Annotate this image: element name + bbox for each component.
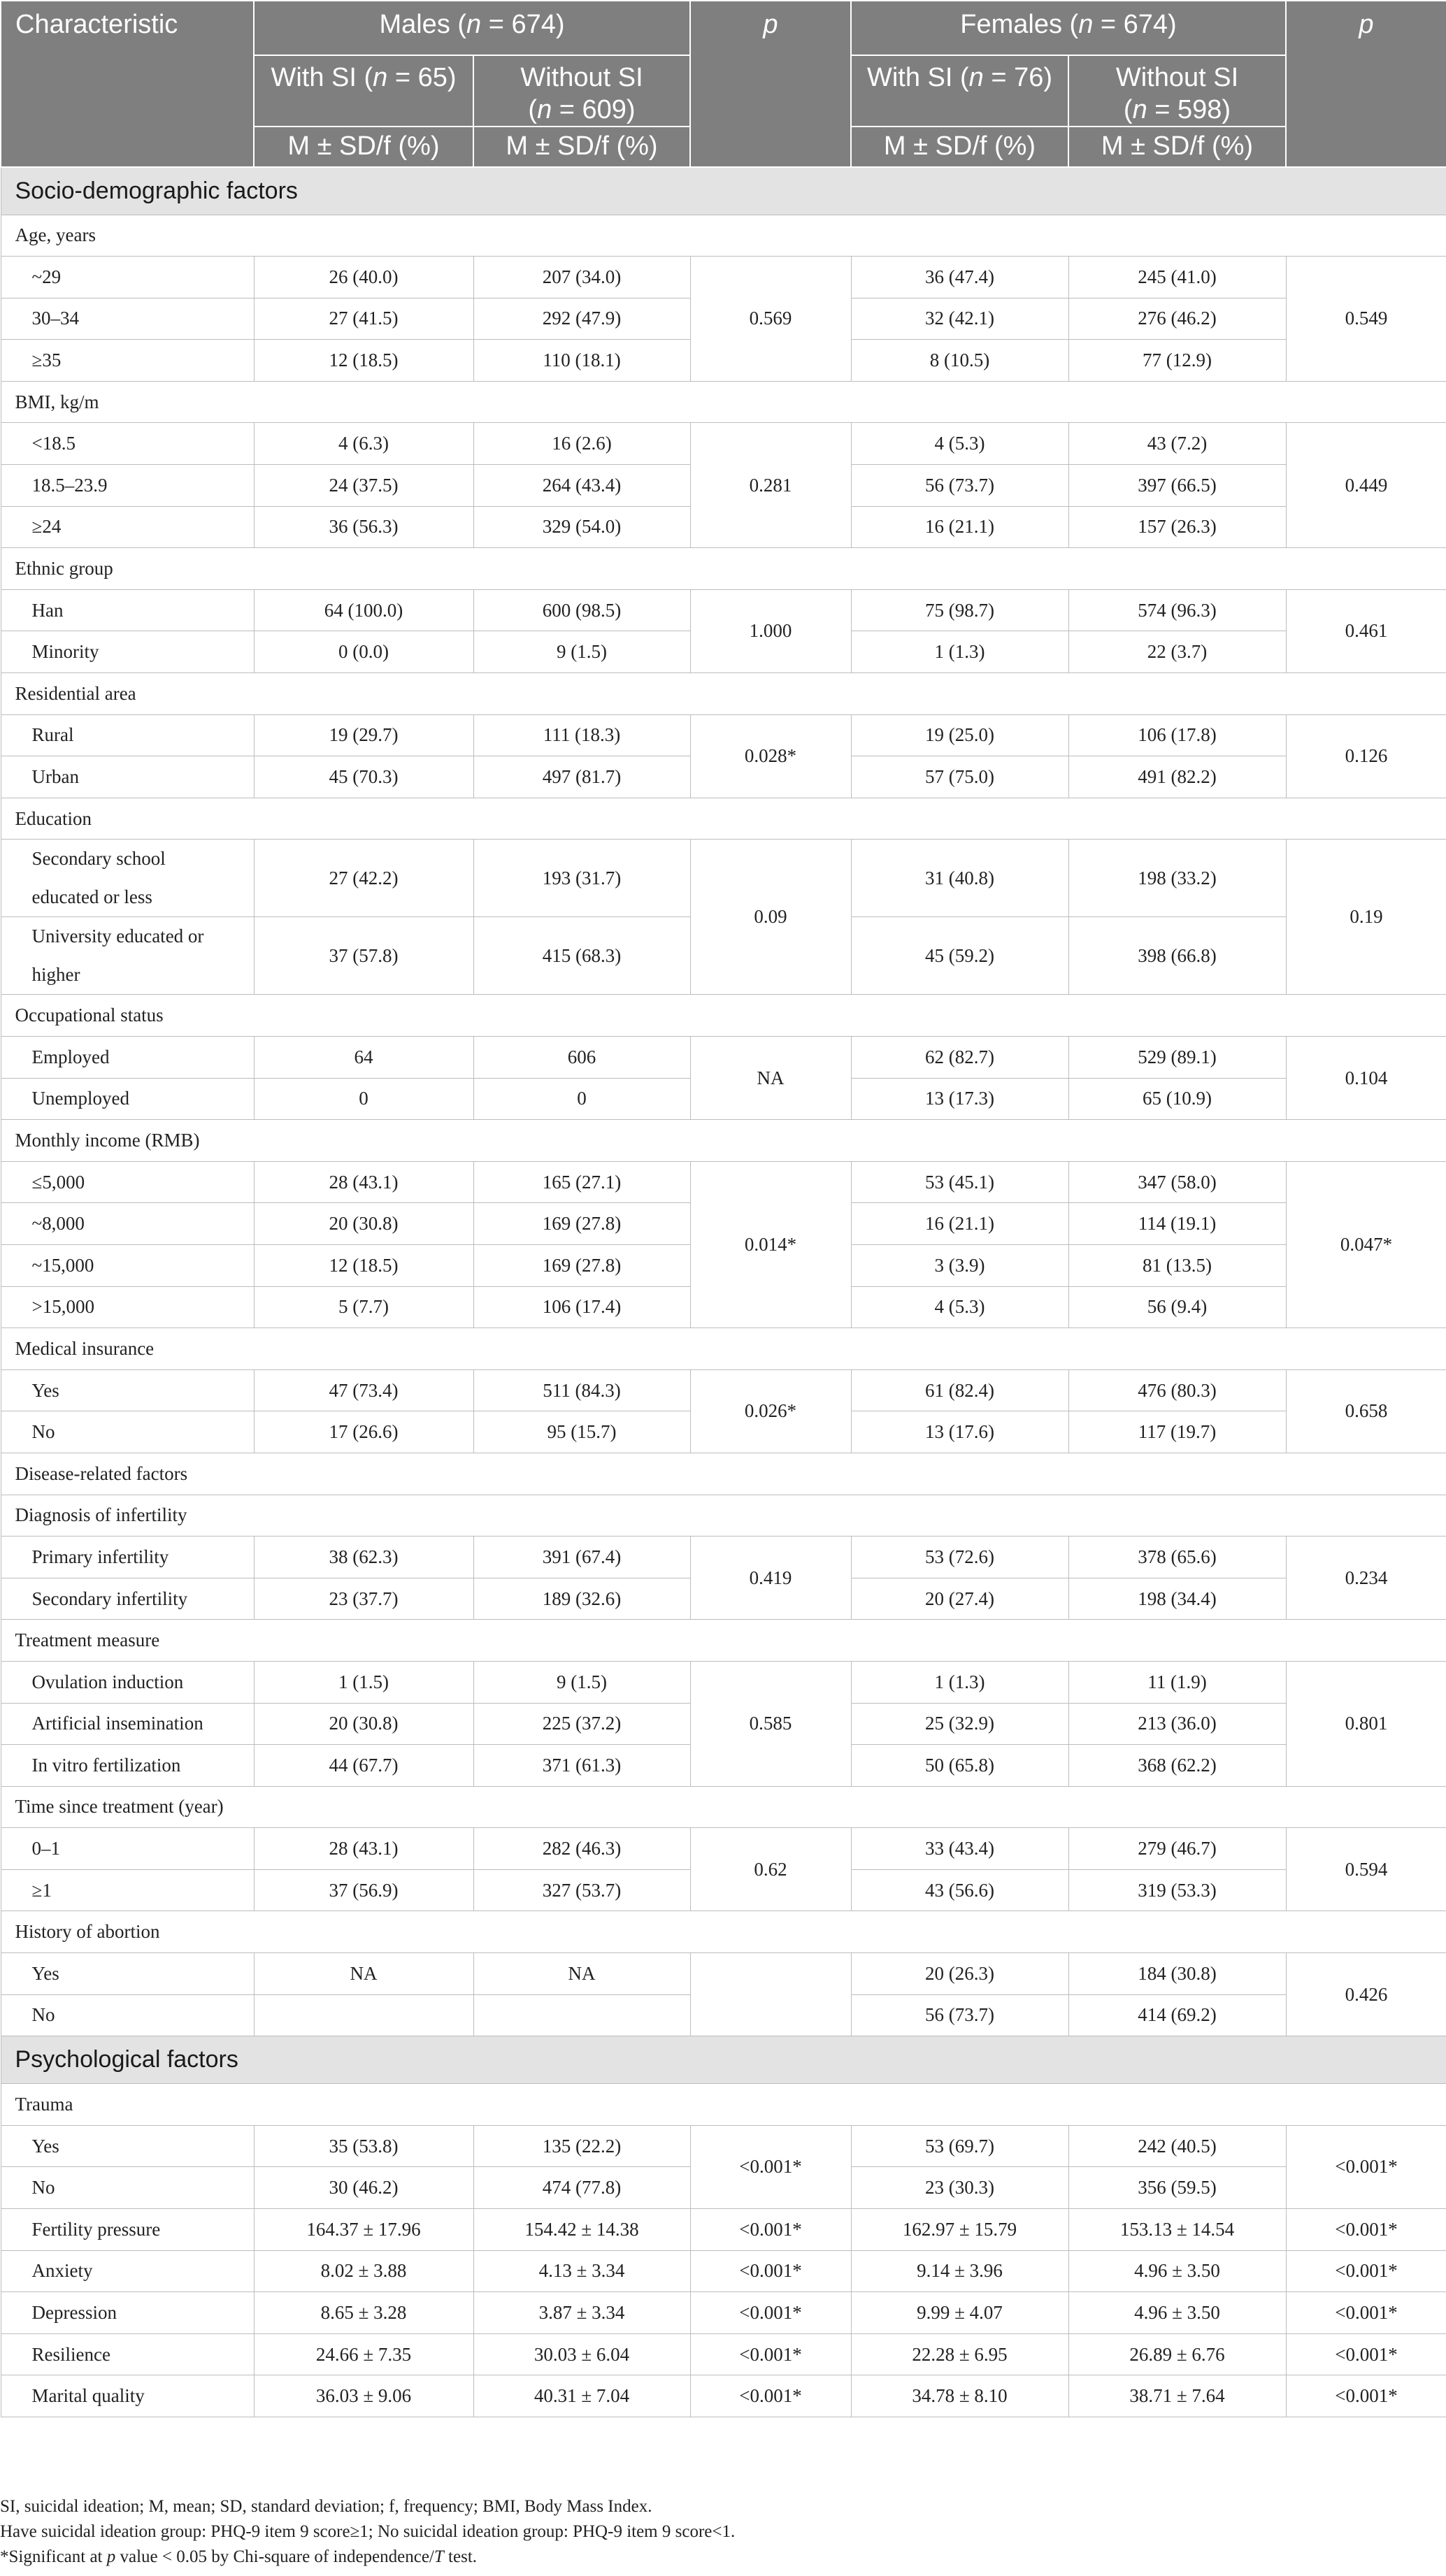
cell-males-p: <0.001* <box>690 2292 851 2334</box>
cell-females-with: 162.97 ± 15.79 <box>851 2209 1068 2251</box>
cell-females-p: 0.234 <box>1286 1537 1446 1620</box>
row-label: Minority <box>1 631 254 673</box>
cell-males-with: 35 (53.8) <box>254 2125 473 2167</box>
group-title: Ethnic group <box>1 548 1446 590</box>
cell-males-with: 64 <box>254 1037 473 1079</box>
cell-males-without: 474 (77.8) <box>473 2167 690 2209</box>
cell-females-without: 476 (80.3) <box>1068 1369 1286 1411</box>
cell-males-with: 30 (46.2) <box>254 2167 473 2209</box>
row-label: Yes <box>1 1369 254 1411</box>
cell-females-with: 33 (43.4) <box>851 1828 1068 1870</box>
cell-females-without: 242 (40.5) <box>1068 2125 1286 2167</box>
row-label: 18.5–23.9 <box>1 465 254 507</box>
cell-females-without: 319 (53.3) <box>1068 1869 1286 1911</box>
cell-females-without: 38.71 ± 7.64 <box>1068 2375 1286 2417</box>
cell-males-p: 0.09 <box>690 840 851 995</box>
cell-males-p: 0.62 <box>690 1828 851 1911</box>
cell-males-with: 20 (30.8) <box>254 1703 473 1745</box>
cell-females-without: 22 (3.7) <box>1068 631 1286 673</box>
cell-females-with: 31 (40.8) <box>851 840 1068 917</box>
cell-males-without: 193 (31.7) <box>473 840 690 917</box>
cell-females-without: 11 (1.9) <box>1068 1661 1286 1703</box>
cell-males-with: 19 (29.7) <box>254 714 473 756</box>
cell-males-without: 282 (46.3) <box>473 1828 690 1870</box>
row-label: Primary infertility <box>1 1537 254 1578</box>
cell-females-without: 378 (65.6) <box>1068 1537 1286 1578</box>
cell-males-without: 154.42 ± 14.38 <box>473 2209 690 2251</box>
table-row <box>1 2333 1446 2375</box>
table-row <box>1 257 1446 298</box>
cell-males-with <box>254 1994 473 2036</box>
group-row <box>1 1911 1446 1953</box>
cell-females-without: 114 (19.1) <box>1068 1203 1286 1245</box>
group-row <box>1 548 1446 590</box>
cell-males-without: 106 (17.4) <box>473 1286 690 1328</box>
row-label: ≤5,000 <box>1 1161 254 1203</box>
cell-males-without: 9 (1.5) <box>473 1661 690 1703</box>
group-row <box>1 1620 1446 1662</box>
section-title: Psychological factors <box>1 2036 1446 2084</box>
cell-males-with: 47 (73.4) <box>254 1369 473 1411</box>
cell-males-with: 12 (18.5) <box>254 340 473 382</box>
section-row <box>1 167 1446 215</box>
cell-females-with: 13 (17.3) <box>851 1078 1068 1120</box>
cell-males-with: 20 (30.8) <box>254 1203 473 1245</box>
row-label: Fertility pressure <box>1 2209 254 2251</box>
cell-females-without: 198 (34.4) <box>1068 1578 1286 1620</box>
table-footnotes <box>0 2494 1446 2570</box>
row-label: No <box>1 1411 254 1453</box>
row-label: Rural <box>1 714 254 756</box>
table-row <box>1 1037 1446 1079</box>
row-label: 30–34 <box>1 298 254 340</box>
section-title-plain: Disease-related factors <box>1 1453 1446 1495</box>
cell-females-p: 0.426 <box>1286 1953 1446 2036</box>
group-row <box>1 1495 1446 1537</box>
stat-header: M ± SD/f (%) <box>254 127 473 167</box>
row-label: Yes <box>1 2125 254 2167</box>
stat-header: M ± SD/f (%) <box>851 127 1068 167</box>
group-title: Trauma <box>1 2084 1446 2126</box>
females-without-si-header: Without SI (n = 598) <box>1068 55 1286 127</box>
cell-males-p <box>690 1953 851 2036</box>
cell-females-with: 9.99 ± 4.07 <box>851 2292 1068 2334</box>
cell-males-p: 1.000 <box>690 589 851 672</box>
group-row <box>1 2084 1446 2126</box>
group-title: Time since treatment (year) <box>1 1786 1446 1828</box>
group-title: Diagnosis of infertility <box>1 1495 1446 1537</box>
cell-males-with: 164.37 ± 17.96 <box>254 2209 473 2251</box>
males-without-si-header: Without SI (n = 609) <box>473 55 690 127</box>
cell-males-with: 24 (37.5) <box>254 465 473 507</box>
group-title: Residential area <box>1 673 1446 715</box>
table-row <box>1 840 1446 917</box>
cell-males-without: NA <box>473 1953 690 1995</box>
cell-males-with: 27 (41.5) <box>254 298 473 340</box>
males-with-si-header: With SI (n = 65) <box>254 55 473 127</box>
table-row <box>1 423 1446 465</box>
cell-females-p: 0.19 <box>1286 840 1446 995</box>
cell-males-with: 26 (40.0) <box>254 257 473 298</box>
cell-females-without: 4.96 ± 3.50 <box>1068 2292 1286 2334</box>
table-row <box>1 2250 1446 2292</box>
row-label: ≥35 <box>1 340 254 382</box>
cell-males-without: 135 (22.2) <box>473 2125 690 2167</box>
table-row <box>1 1161 1446 1203</box>
cell-females-without: 397 (66.5) <box>1068 465 1286 507</box>
cell-males-without: 4.13 ± 3.34 <box>473 2250 690 2292</box>
cell-males-without: 327 (53.7) <box>473 1869 690 1911</box>
row-label: ~15,000 <box>1 1244 254 1286</box>
cell-females-without: 347 (58.0) <box>1068 1161 1286 1203</box>
cell-females-with: 20 (26.3) <box>851 1953 1068 1995</box>
cell-males-without: 111 (18.3) <box>473 714 690 756</box>
stat-header: M ± SD/f (%) <box>1068 127 1286 167</box>
cell-females-with: 61 (82.4) <box>851 1369 1068 1411</box>
cell-females-with: 75 (98.7) <box>851 589 1068 631</box>
cell-males-without: 511 (84.3) <box>473 1369 690 1411</box>
cell-females-without: 491 (82.2) <box>1068 756 1286 798</box>
cell-males-without: 165 (27.1) <box>473 1161 690 1203</box>
cell-females-with: 36 (47.4) <box>851 257 1068 298</box>
row-label: Resilience <box>1 2333 254 2375</box>
cell-males-p: 0.028* <box>690 714 851 798</box>
group-title: BMI, kg/m <box>1 381 1446 423</box>
cell-females-with: 20 (27.4) <box>851 1578 1068 1620</box>
row-label: Depression <box>1 2292 254 2334</box>
cell-males-without: 371 (61.3) <box>473 1745 690 1787</box>
table-row <box>1 2125 1446 2167</box>
table-row <box>1 1369 1446 1411</box>
footnote-abbreviations: SI, suicidal ideation; M, mean; SD, standard deviation; f, frequency; BMI, Body Mass Index. <box>0 2497 652 2516</box>
cell-females-without: 56 (9.4) <box>1068 1286 1286 1328</box>
cell-males-with: 36.03 ± 9.06 <box>254 2375 473 2417</box>
cell-females-with: 34.78 ± 8.10 <box>851 2375 1068 2417</box>
group-title: Monthly income (RMB) <box>1 1120 1446 1162</box>
cell-females-with: 53 (45.1) <box>851 1161 1068 1203</box>
cell-males-without: 292 (47.9) <box>473 298 690 340</box>
cell-females-without: 77 (12.9) <box>1068 340 1286 382</box>
cell-females-without: 356 (59.5) <box>1068 2167 1286 2209</box>
table-row <box>1 714 1446 756</box>
stat-header: M ± SD/f (%) <box>473 127 690 167</box>
cell-males-with: 12 (18.5) <box>254 1244 473 1286</box>
cell-males-with: 37 (57.8) <box>254 917 473 995</box>
cell-males-without: 207 (34.0) <box>473 257 690 298</box>
cell-females-with: 56 (73.7) <box>851 465 1068 507</box>
cell-females-with: 43 (56.6) <box>851 1869 1068 1911</box>
cell-females-with: 1 (1.3) <box>851 631 1068 673</box>
cell-males-with: 44 (67.7) <box>254 1745 473 1787</box>
cell-males-p: 0.585 <box>690 1661 851 1786</box>
cell-females-with: 53 (72.6) <box>851 1537 1068 1578</box>
group-title: Treatment measure <box>1 1620 1446 1662</box>
table-row <box>1 1661 1446 1703</box>
row-label: ~29 <box>1 257 254 298</box>
cell-males-with: 0 <box>254 1078 473 1120</box>
cell-males-p: <0.001* <box>690 2333 851 2375</box>
table-body <box>1 167 1446 2417</box>
cell-females-without: 106 (17.8) <box>1068 714 1286 756</box>
cell-males-with: 17 (26.6) <box>254 1411 473 1453</box>
cell-males-without: 16 (2.6) <box>473 423 690 465</box>
cell-females-with: 53 (69.7) <box>851 2125 1068 2167</box>
cell-females-p: 0.047* <box>1286 1161 1446 1327</box>
cell-females-p: 0.461 <box>1286 589 1446 672</box>
cell-females-without: 414 (69.2) <box>1068 1994 1286 2036</box>
cell-males-p: <0.001* <box>690 2125 851 2208</box>
row-label: 0–1 <box>1 1828 254 1870</box>
row-label: <18.5 <box>1 423 254 465</box>
row-label: >15,000 <box>1 1286 254 1328</box>
cell-females-without: 368 (62.2) <box>1068 1745 1286 1787</box>
cell-females-without: 65 (10.9) <box>1068 1078 1286 1120</box>
cell-males-with: NA <box>254 1953 473 1995</box>
cell-females-with: 25 (32.9) <box>851 1703 1068 1745</box>
cell-males-with: 24.66 ± 7.35 <box>254 2333 473 2375</box>
row-label: Employed <box>1 1037 254 1079</box>
cell-females-with: 32 (42.1) <box>851 298 1068 340</box>
cell-females-p: 0.126 <box>1286 714 1446 798</box>
section-row <box>1 2036 1446 2084</box>
group-row <box>1 995 1446 1037</box>
cell-males-p: 0.281 <box>690 423 851 548</box>
cell-males-without: 0 <box>473 1078 690 1120</box>
cell-males-without: 95 (15.7) <box>473 1411 690 1453</box>
cell-females-with: 23 (30.3) <box>851 2167 1068 2209</box>
table-row <box>1 1828 1446 1870</box>
cell-males-without: 40.31 ± 7.04 <box>473 2375 690 2417</box>
group-row <box>1 1786 1446 1828</box>
row-label: ≥24 <box>1 506 254 548</box>
cell-females-without: 529 (89.1) <box>1068 1037 1286 1079</box>
group-row <box>1 1328 1446 1370</box>
row-label: ≥1 <box>1 1869 254 1911</box>
row-label: Secondary school educated or less <box>1 840 254 917</box>
cell-females-p: 0.594 <box>1286 1828 1446 1911</box>
cell-females-without: 153.13 ± 14.54 <box>1068 2209 1286 2251</box>
row-label: No <box>1 2167 254 2209</box>
cell-females-p: <0.001* <box>1286 2375 1446 2417</box>
group-title: Age, years <box>1 215 1446 257</box>
cell-females-with: 4 (5.3) <box>851 423 1068 465</box>
cell-females-without: 81 (13.5) <box>1068 1244 1286 1286</box>
cell-males-with: 23 (37.7) <box>254 1578 473 1620</box>
table-header <box>1 1 1446 167</box>
table-row <box>1 2209 1446 2251</box>
cell-females-with: 8 (10.5) <box>851 340 1068 382</box>
cell-females-without: 276 (46.2) <box>1068 298 1286 340</box>
group-row <box>1 215 1446 257</box>
cell-females-p: 0.449 <box>1286 423 1446 548</box>
cell-females-with: 19 (25.0) <box>851 714 1068 756</box>
table-row <box>1 2375 1446 2417</box>
group-row <box>1 1120 1446 1162</box>
cell-females-p: <0.001* <box>1286 2125 1446 2208</box>
row-label: In vitro fertilization <box>1 1745 254 1787</box>
cell-females-without: 26.89 ± 6.76 <box>1068 2333 1286 2375</box>
group-title: Education <box>1 798 1446 840</box>
cell-males-with: 5 (7.7) <box>254 1286 473 1328</box>
row-label: University educated or higher <box>1 917 254 995</box>
cell-males-without: 30.03 ± 6.04 <box>473 2333 690 2375</box>
cell-males-without: 391 (67.4) <box>473 1537 690 1578</box>
cell-females-p: <0.001* <box>1286 2292 1446 2334</box>
cell-males-with: 4 (6.3) <box>254 423 473 465</box>
cell-males-p: <0.001* <box>690 2375 851 2417</box>
table-row <box>1 2292 1446 2334</box>
row-label: No <box>1 1994 254 2036</box>
cell-females-with: 45 (59.2) <box>851 917 1068 995</box>
cell-males-without: 264 (43.4) <box>473 465 690 507</box>
cell-males-without: 329 (54.0) <box>473 506 690 548</box>
cell-males-with: 64 (100.0) <box>254 589 473 631</box>
cell-females-without: 398 (66.8) <box>1068 917 1286 995</box>
group-row <box>1 1453 1446 1495</box>
table-row <box>1 1537 1446 1578</box>
cell-males-with: 8.65 ± 3.28 <box>254 2292 473 2334</box>
cell-females-without: 4.96 ± 3.50 <box>1068 2250 1286 2292</box>
group-row <box>1 673 1446 715</box>
cell-males-with: 37 (56.9) <box>254 1869 473 1911</box>
cell-females-with: 57 (75.0) <box>851 756 1068 798</box>
males-p-header: p <box>690 1 851 167</box>
row-label: Ovulation induction <box>1 1661 254 1703</box>
females-with-si-header: With SI (n = 76) <box>851 55 1068 127</box>
cell-males-with: 0 (0.0) <box>254 631 473 673</box>
cell-females-with: 1 (1.3) <box>851 1661 1068 1703</box>
row-label: Marital quality <box>1 2375 254 2417</box>
cell-males-without: 110 (18.1) <box>473 340 690 382</box>
cell-males-with: 1 (1.5) <box>254 1661 473 1703</box>
cell-males-with: 38 (62.3) <box>254 1537 473 1578</box>
cell-females-without: 574 (96.3) <box>1068 589 1286 631</box>
cell-females-p: <0.001* <box>1286 2250 1446 2292</box>
cell-females-without: 279 (46.7) <box>1068 1828 1286 1870</box>
footnote-groups: Have suicidal ideation group: PHQ-9 item 9 score≥1; No suicidal ideation group: PHQ-9 item 9 score<1. <box>0 2522 736 2541</box>
group-title: Occupational status <box>1 995 1446 1037</box>
cell-females-with: 16 (21.1) <box>851 506 1068 548</box>
cell-females-with: 56 (73.7) <box>851 1994 1068 2036</box>
cell-females-p: <0.001* <box>1286 2333 1446 2375</box>
cell-females-without: 117 (19.7) <box>1068 1411 1286 1453</box>
cell-females-without: 198 (33.2) <box>1068 840 1286 917</box>
group-row <box>1 798 1446 840</box>
cell-males-p: <0.001* <box>690 2209 851 2251</box>
cell-males-p: 0.569 <box>690 257 851 382</box>
cell-males-without <box>473 1994 690 2036</box>
cell-males-without: 189 (32.6) <box>473 1578 690 1620</box>
cell-males-with: 45 (70.3) <box>254 756 473 798</box>
section-title: Socio-demographic factors <box>1 167 1446 215</box>
cell-males-with: 36 (56.3) <box>254 506 473 548</box>
cell-females-with: 9.14 ± 3.96 <box>851 2250 1068 2292</box>
cell-females-without: 213 (36.0) <box>1068 1703 1286 1745</box>
cell-females-with: 3 (3.9) <box>851 1244 1068 1286</box>
table-row <box>1 1953 1446 1995</box>
row-label: Han <box>1 589 254 631</box>
cell-females-with: 22.28 ± 6.95 <box>851 2333 1068 2375</box>
group-title: History of abortion <box>1 1911 1446 1953</box>
cell-males-with: 28 (43.1) <box>254 1161 473 1203</box>
cell-females-with: 13 (17.6) <box>851 1411 1068 1453</box>
cell-males-with: 27 (42.2) <box>254 840 473 917</box>
females-p-header: p <box>1286 1 1446 167</box>
cell-females-p: 0.801 <box>1286 1661 1446 1786</box>
cell-females-p: 0.549 <box>1286 257 1446 382</box>
cell-females-with: 16 (21.1) <box>851 1203 1068 1245</box>
row-label: ~8,000 <box>1 1203 254 1245</box>
group-row <box>1 381 1446 423</box>
cell-females-with: 4 (5.3) <box>851 1286 1068 1328</box>
cell-males-with: 8.02 ± 3.88 <box>254 2250 473 2292</box>
cell-males-without: 415 (68.3) <box>473 917 690 995</box>
row-label: Urban <box>1 756 254 798</box>
row-label: Anxiety <box>1 2250 254 2292</box>
cell-females-without: 184 (30.8) <box>1068 1953 1286 1995</box>
cell-females-with: 50 (65.8) <box>851 1745 1068 1787</box>
cell-males-with: 28 (43.1) <box>254 1828 473 1870</box>
cell-males-without: 3.87 ± 3.34 <box>473 2292 690 2334</box>
group-title: Medical insurance <box>1 1328 1446 1370</box>
row-label: Secondary infertility <box>1 1578 254 1620</box>
cell-males-p: <0.001* <box>690 2250 851 2292</box>
cell-females-without: 157 (26.3) <box>1068 506 1286 548</box>
cell-males-without: 497 (81.7) <box>473 756 690 798</box>
females-header: Females (n = 674) <box>851 1 1286 55</box>
cell-males-without: 225 (37.2) <box>473 1703 690 1745</box>
cell-males-without: 169 (27.8) <box>473 1203 690 1245</box>
cell-males-p: 0.014* <box>690 1161 851 1327</box>
cell-females-without: 245 (41.0) <box>1068 257 1286 298</box>
cell-males-without: 169 (27.8) <box>473 1244 690 1286</box>
cell-males-p: 0.419 <box>690 1537 851 1620</box>
table-row <box>1 589 1446 631</box>
footnote-significance: *Significant at p value < 0.05 by Chi-square of independence/T test. <box>0 2547 478 2566</box>
cell-females-p: 0.658 <box>1286 1369 1446 1453</box>
cell-males-without: 9 (1.5) <box>473 631 690 673</box>
cell-females-p: 0.104 <box>1286 1037 1446 1120</box>
cell-females-without: 43 (7.2) <box>1068 423 1286 465</box>
cell-males-without: 600 (98.5) <box>473 589 690 631</box>
row-label: Artificial insemination <box>1 1703 254 1745</box>
males-header: Males (n = 674) <box>254 1 690 55</box>
cell-males-p: 0.026* <box>690 1369 851 1453</box>
cell-females-with: 62 (82.7) <box>851 1037 1068 1079</box>
cell-males-without: 606 <box>473 1037 690 1079</box>
cell-males-p: NA <box>690 1037 851 1120</box>
row-label: Yes <box>1 1953 254 1995</box>
cell-females-p: <0.001* <box>1286 2209 1446 2251</box>
characteristic-header: Characteristic <box>1 1 254 167</box>
row-label: Unemployed <box>1 1078 254 1120</box>
